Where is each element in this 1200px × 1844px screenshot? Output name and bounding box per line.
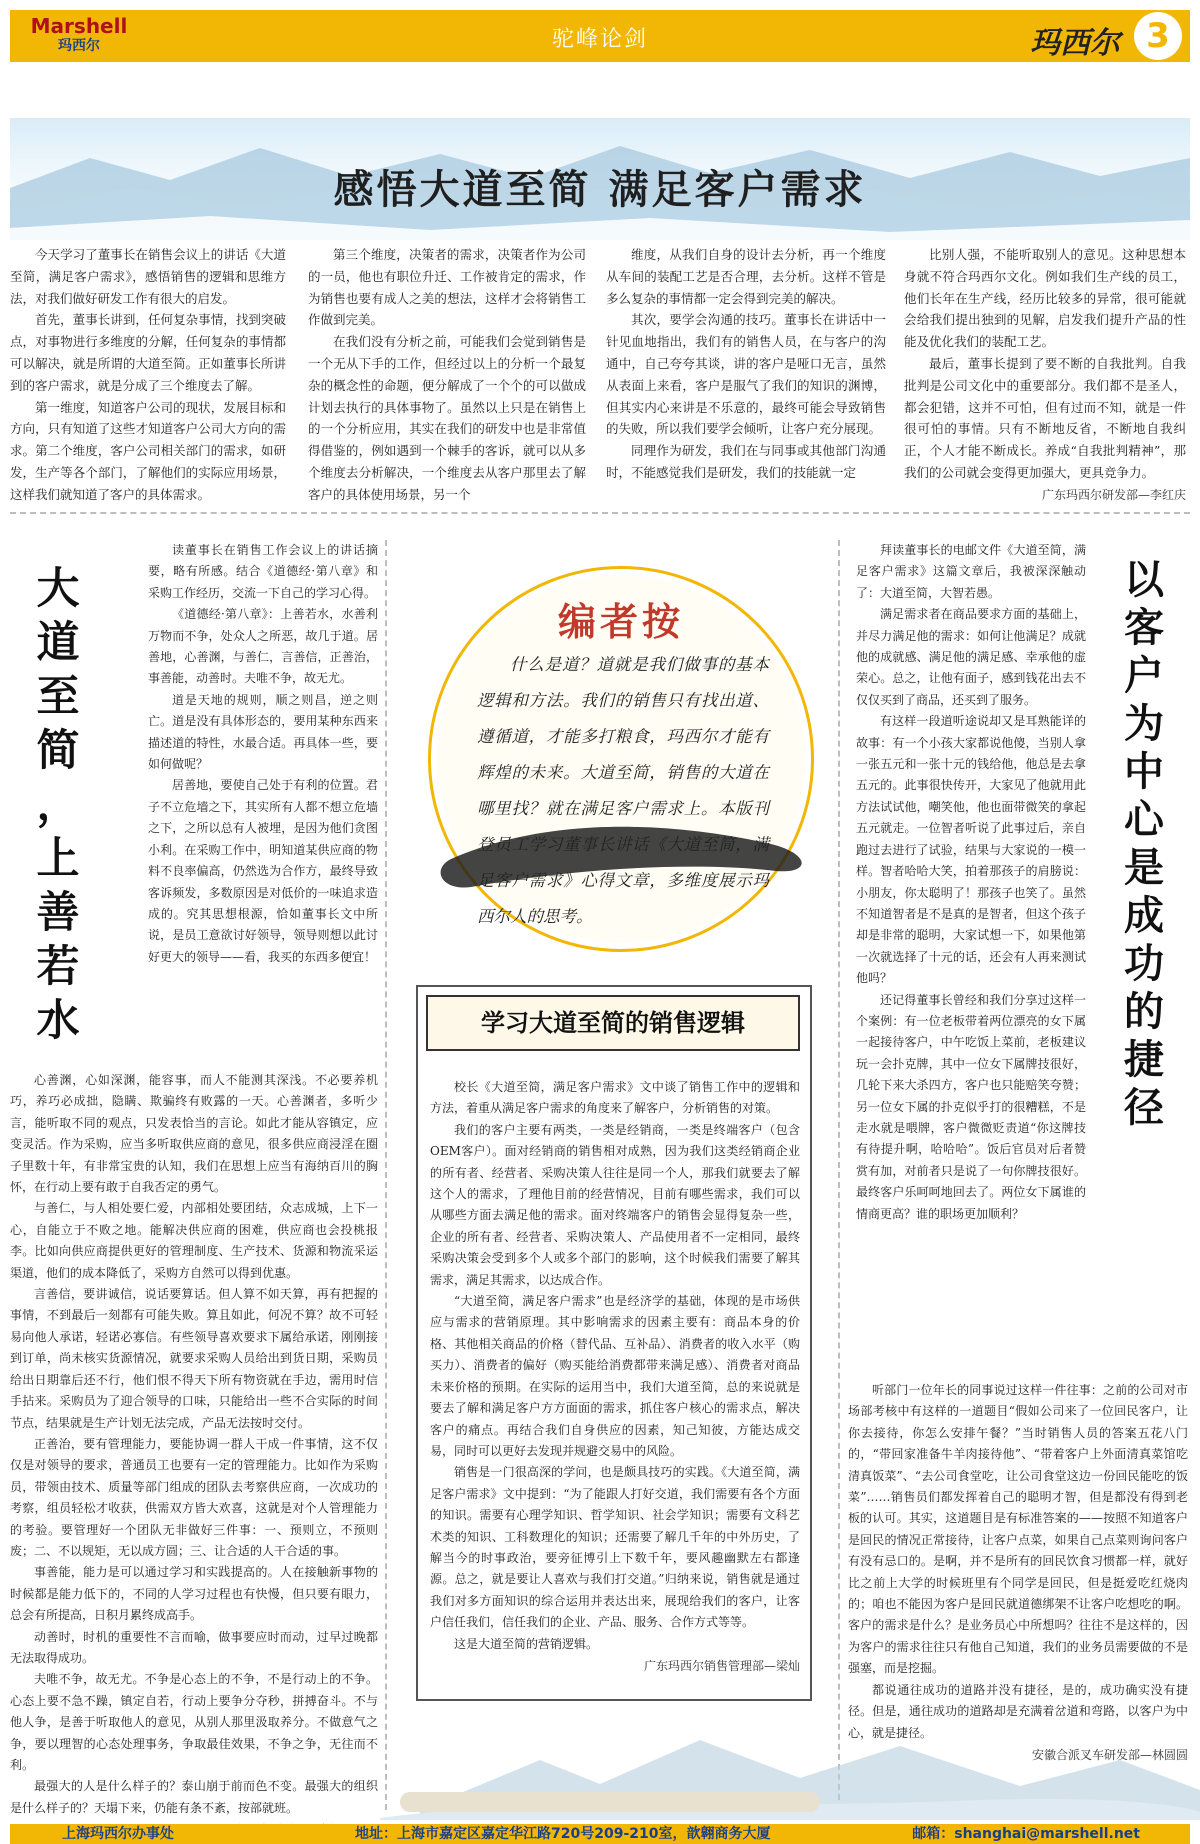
paragraph: 与善仁，与人相处要仁爱，内部相处要团结，众志成城，上下一心，自能立于不败之地。能解决供应商的困难，供应商也会投桃报李。比如向供应商提供更好的管理制度、生产技术、货源和物流采运渠道，他们的成本降低了，采购方自然可以得到优惠。	[10, 1201, 378, 1280]
paragraph: 首先，董事长讲到，任何复杂事情，找到突破点，对事物进行多维度的分解，任何复杂的事情都可以解决，就是所谓的大道至简。正如董事长所讲到的客户需求，就是分成了三个维度去了解。	[10, 312, 286, 393]
paragraph: 事善能，能力是可以通过学习和实践提高的。人在接触新事物的时候都是能力低下的，不同的人学习过程也有快慢，但只要有眼力，总会有所提高，日积月累终成高手。	[10, 1565, 378, 1623]
paragraph: 动善时，时机的重要性不言而喻，做事要应时而动，过早过晚都无法取得成功。	[10, 1629, 378, 1665]
paragraph: 最后，董事长提到了要不断的自我批判。自我批判是公司文化中的重要部分。我们都不是圣人，都会犯错，这并不可怕，但有过而不知，就是一件很可怕的事情。只有不断地反省，不断地自我纠正，个人才能不断成长。养成“自我批判精神”，那我们的公司就会变得更加强大，更具竞争力。	[904, 355, 1186, 480]
boxed-article-title-frame	[426, 995, 800, 1051]
editor-note	[428, 566, 814, 952]
brand-calligraphy: 玛西尔	[1030, 26, 1120, 61]
section-divider	[10, 512, 1190, 514]
paragraph: 心善渊，心如深渊，能容事，而人不能测其深浅。不必要养机巧，养巧必成拙，隐瞒、欺骗终有败露的一天。心善渊者，多听少言，能听取不同的观点，只发表恰当的言论。如此才能从容镇定，应变灵活。作为采购，应当多听取供应商的意见，很多供应商浸淫在圈子里数十年，有非常宝贵的认知，我们在思想上应当有海纳百川的胸怀，在行动上要有敢于自我否定的勇气。	[10, 1073, 378, 1195]
top-article-column-3	[606, 244, 886, 484]
paragraph: 校长《大道至简，满足客户需求》文中谈了销售工作中的逻辑和方法，着重从满足客户需求的角度来了解客户，分析销售的对策。	[430, 1080, 800, 1116]
paragraph: 都说通往成功的道路并没有捷径，是的，成功确实没有捷径。但是，通往成功的道路却是充满着岔道和弯路，以客户为中心，就是捷径。	[848, 1682, 1188, 1740]
right-article-narrow	[856, 540, 1086, 1225]
right-article-wide	[848, 1380, 1188, 1766]
paragraph: 《道德经·第八章》：上善若水，水善利万物而不争，处众人之所恶，故几于道。居善地，心善渊，与善仁，言善信，正善治，事善能，动善时。夫唯不争，故无尤。	[148, 607, 378, 686]
paragraph: 同理作为研发，我们在与同事或其他部门沟通时，不能感觉我们是研发，我们的技能就一定	[606, 443, 886, 480]
paragraph: 言善信，要讲诚信，说话要算话。但人算不如天算，再有把握的事情，不到最后一刻都有可能失败。算且如此，何况不算？故不可轻易向他人承诺，轻诺必寡信。有些领导喜欢要求下属给承诺，刚刚接到订单，尚未核实货源情况，就要求采购人员给出到货日期，采购员给出日期靠后还不行，他们恨不得天下所有物资就在手边，需用时信手拈来。采购员为了迎合领导的口味，只能给出一些不合实际的时间节点，结果就是生产计划无法完成，产品无法按时交付。	[10, 1287, 378, 1430]
paragraph: 道是天地的规则，顺之则昌，逆之则亡。道是没有具体形态的，要用某种东西来描述道的特性，水最合适。再具体一些，要如何做呢？	[148, 692, 378, 772]
paragraph: 还记得董事长曾经和我们分享过这样一个案例：有一位老板带着两位漂亮的女下属一起接待客户，中午吃饭上菜前，老板建议玩一会扑克牌，其中一位女下属牌技很好，几轮下来大杀四方，客户也只能赔笑夸赞；另一位女下属的扑克似乎打的很糟糕，不是走水就是喂牌，客户微微贬责道“你这牌技有待提升啊，哈哈哈”。饭后官员对后者赞赏有加，对前者只是说了一句你牌技很好。最终客户乐呵呵地回去了。两位女下属谁的情商更高？谁的职场更加顺利？	[856, 992, 1086, 1221]
paragraph: 第三个维度，决策者的需求，决策者作为公司的一员，他也有职位升迁、工作被肯定的需求，作为销售也要有成人之美的想法，这样才会将销售工作做到完美。	[308, 247, 586, 328]
paragraph: 其次，要学会沟通的技巧。董事长在讲话中一针见血地指出，我们有的销售人员，在与客户的沟通中，自己夸夸其谈，讲的客户是哑口无言，虽然从表面上来看，客户是服气了我们的知识的渊博，但其实内心来讲是不乐意的，最终可能会导致销售的失败，所以我们要学会倾听，让客户充分展现。	[606, 312, 886, 437]
top-article-column-1	[10, 244, 286, 506]
header-bar	[10, 10, 1190, 62]
column-divider	[385, 540, 387, 1810]
banner-title: 感悟大道至简 满足客户需求	[333, 167, 867, 213]
paragraph: 维度，从我们自身的设计去分析，再一个维度从车间的装配工艺是否合理，去分析。这样不管是多么复杂的事情都一定会得到完美的解决。	[606, 247, 886, 306]
paragraph: 听部门一位年长的同事说过这样一件往事：之前的公司对市场部考核中有这样的一道题目“假如公司来了一位回民客户，让你去接待，你怎么安排午餐？”当时销售人员的答案五花八门的，“带回家准备牛羊肉接待他”、“带着客户上外面清真菜馆吃清真饭菜”、“去公司食堂吃，让公司食堂这边一份回民能吃的饭菜”……销售员们都发挥着自己的聪明才智，但是都没有得到老板的认可。其实，这道题目是有标准答案的——按照不知道客户是回民的情况正常接待，让客户点菜，如果自己点菜则询问客户有没有忌口的。是啊，并不是所有的回民饮食习惯都一样，就好比之前上大学的时候班里有个同学是回民，但是挺爱吃红烧肉的；咱也不能因为客户是回民就道德绑架不让客户吃想吃的啊。客户的需求是什么？是业务员心中所想吗？往往不是这样的，因为客户的需求往往只有他自己知道，我们的业务员需要做的不是强塞，而是挖掘。	[848, 1383, 1188, 1676]
paragraph: 比别人强，不能听取别人的意见。这种思想本身就不符合玛西尔文化。例如我们生产线的员工，他们长年在生产线，经历比较多的异常，很可能就会给我们提出独到的见解，启发我们提升产品的性能及优化我们的装配工艺。	[904, 247, 1186, 350]
paragraph: 夫唯不争，故无尤。不争是心态上的不争，不是行动上的不争。心态上要不急不躁，镇定自若，行动上要争分夺秒，拼搏奋斗。不与他人争，是善于听取他人的意见，从别人那里汲取养分。不做意气之争，要以理智的心态处理事务，争取最佳效果，不争之争，无往而不利。	[10, 1672, 378, 1772]
logo-cn: 玛西尔	[58, 38, 100, 54]
paragraph: 在我们没有分析之前，可能我们会觉到销售是一个无从下手的工作，但经过以上的分析一个最复杂的概念性的命题，便分解成了一个个的可以做成计划去执行的具体事物了。虽然以上只是在销售上的一个分析应用，其实在我们的研发中也是非常值得借鉴的，例如遇到一个棘手的客诉，就可以从多个维度去分析解决，一个维度去从客户那里去了解客户的具体使用场景，另一个	[308, 334, 586, 502]
column-divider	[838, 540, 840, 1810]
left-article-wide	[10, 1070, 378, 1841]
footer-bar	[10, 1824, 1190, 1844]
paragraph: 居善地，要使自己处于有利的位置。君子不立危墙之下，其实所有人都不想立危墙之下，之所以总有人被埋，是因为他们贪图小利。在采购工作中，明知道某供应商的物料不良率偏高，仍然选为合作方，最终导致客诉频发，多数原因是对低价的一味追求造成的。究其思想根源，恰如董事长文中所说，是员工意欲讨好领导，领导则想以此讨好更大的领导——看，我买的东西多便宜！	[148, 778, 378, 964]
paragraph: 最强大的人是什么样子的？泰山崩于前而色不变。最强大的组织是什么样子的？天塌下来，仍能有条不紊，按部就班。	[10, 1779, 378, 1815]
logo-en: Marshell	[30, 14, 128, 38]
section-title: 驼峰论剑	[551, 27, 648, 52]
paragraph: 销售是一门很高深的学问，也是颇具技巧的实践。《大道至简，满足客户需求》文中提到：“为了能跟人打好交道，我们需要有各个方面的知识。需要有心理学知识、哲学知识、社会学知识；需要有文科艺术类的知识、工科数理化的知识；还需要了解几千年的中外历史，了解当今的时事政治，要旁征博引上下数千年，要风趣幽默左右都逢源。总之，就是要让人喜欢与我们打交道。”归纳来说，销售就是通过我们对多方面知识的综合运用并表达出来，展现给我们的客户，让客户信任我们，信任我们的企业、产品、服务、合作方式等等。	[430, 1465, 800, 1630]
paragraph: 这是大道至简的营销逻辑。	[454, 1636, 599, 1651]
top-article-column-4	[904, 244, 1186, 506]
signature: 广东玛西尔研发部—李红庆	[1041, 487, 1186, 502]
boxed-article-title: 学习大道至简的销售逻辑	[481, 1009, 745, 1037]
top-article-column-2	[308, 244, 586, 506]
left-article-narrow	[148, 540, 378, 968]
paragraph: 正善治，要有管理能力，要能协调一群人干成一件事情，这不仅仅是对领导的要求，普通员工也要有一定的管理能力。比如作为采购员，带领由技术、质量等部门组成的团队去考察供应商，一次成功的考察，组员轻松才收获，供需双方皆大欢喜，这就是对个人管理能力的考验。要管理好一个团队无非做好三件事：一、预则立，不预则废；二、不以规矩，无以成方圆；三、让合适的人干合适的事。	[10, 1436, 378, 1558]
signature: 广东玛西尔销售管理部—梁灿	[643, 1658, 800, 1673]
boxed-article-body	[430, 1077, 800, 1677]
editor-note-title: 编者按	[557, 599, 684, 644]
paragraph: 有这样一段道听途说却又是耳熟能详的故事：有一个小孩大家都说他傻，当别人拿一张五元和一张十元的钱给他，他总是去拿五元的。此事很快传开，大家见了他就用此方法试试他，嘲笑他，他也面带微笑的拿起五元就走。一位智者听说了此事过后，亲自跑过去进行了试验，结果与大家说的一模一样。智者哈哈大笑，拍着那孩子的肩膀说：小朋友，你太聪明了！那孩子也笑了。虽然不知道智者是不是真的是智者，但这个孩子却是非常的聪明，大家试想一下，如果他第一次就选择了十元的话，还会有人再来测试他吗？	[856, 714, 1086, 986]
editor-note-text: 什么是道？道就是我们做事的基本逻辑和方法。我们的销售只有找出道、遵循道，才能多打粮食，玛西尔才能有辉煌的未来。大道至简，销售的大道在哪里找？就在满足客户需求上。本版刊登员工学习董事长讲话《大道至简，满足客户需求》心得文章，多维度展示玛西尔人的思考。	[477, 655, 769, 926]
footer-office: 上海玛西尔办事处	[62, 1826, 174, 1842]
paragraph: 第一维度，知道客户公司的现状，发展目标和方向，只有知道了这些才知道客户公司大方向的需求。第二个维度，客户公司相关部门的需求，如研发，生产等各个部门，了解他们的实际应用场景，这样我们就知道了客户的具体需求。	[10, 399, 286, 502]
footer-email: 邮箱：shanghai@marshell.net	[912, 1826, 1140, 1842]
signature: 安徽合派叉车研发部—林圆圆	[1031, 1747, 1188, 1762]
paragraph: 今天学习了董事长在销售会议上的讲话《大道至简，满足客户需求》，感悟销售的逻辑和思维方法，对我们做好研发工作有很大的启发。	[10, 247, 286, 306]
boxed-article	[416, 985, 812, 1701]
footer-address: 地址：上海市嘉定区嘉定华江路720号209-210室，歆翱商务大厦	[355, 1826, 771, 1842]
paragraph: 我们的客户主要有两类，一类是经销商，一类是终端客户（包含OEM客户）。面对经销商的销售相对成熟，因为我们这类经销商企业的所有者、经营者、采购决策人往往是同一个人，那我们就要去了解这个人的需求，了理他目前的经营情况，目前有哪些需求，我们可以从哪些方面去满足他的需求。面对终端客户的销售会显得复杂一些，企业的所有者、经营者、采购决策人、产品使用者不一定相同，最终采购决策会受到多个人或多个部门的影响，这个时候我们需要了解其需求，满足其需求，以达成合作。	[430, 1122, 800, 1287]
left-article-title: 大 道 至 简 ， 上 善 若 水	[36, 564, 80, 1046]
banner	[10, 118, 1190, 240]
paragraph: 满足需求者在商品要求方面的基础上，并尽力满足他的需求：如何让他满足？成就他的成就感、满足他的满足感、幸承他的虚荣心。总之，让他有面子，感到钱花出去不仅仅买到了商品，还买到了服务。	[856, 607, 1086, 707]
paragraph: 拜读董事长的电邮文件《大道至简，满足客户需求》这篇文章后，我被深深触动了：大道至简，大智若愚。	[856, 543, 1086, 600]
right-article-title: 以 客 户 为 中 心 是 成 功 的 捷 径	[1124, 556, 1164, 1131]
paragraph: 读董事长在销售工作会议上的讲话摘要，略有所感。结合《道德经·第八章》和采购工作经历，交流一下自己的学习心得。	[148, 543, 378, 600]
page-number: 3	[1134, 12, 1182, 60]
paragraph: “大道至简，满足客户需求”也是经济学的基础，体现的是市场供应与需求的营销原理。其中影响需求的因素主要有：商品本身的价格、其他相关商品的价格（替代品、互补品）、消费者的收入水平（购买力）、消费者的偏好（购买能给消费都带来满足感）、消费者对商品未来价格的预期。在实际的运用当中，我们大道至简，总的来说就是要去了解和满足客户方方面面的需求，抓住客户核心的需求点，解决客户的痛点。再结合我们自身供应的因素，知己知彼，方能达成交易，同时可以更好去发现并规避交易中的风险。	[430, 1294, 800, 1458]
